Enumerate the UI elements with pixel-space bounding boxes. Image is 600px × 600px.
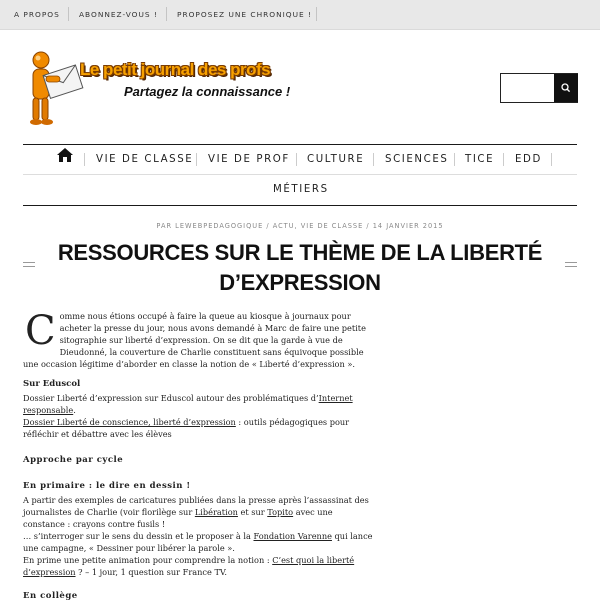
link-dossier-liberte[interactable]: Dossier Liberté de conscience, liberté d’expression — [23, 417, 236, 427]
link-fondation-varenne[interactable]: Fondation Varenne — [253, 531, 332, 541]
article-body — [23, 310, 373, 600]
nav-divider — [196, 153, 197, 166]
page-title: RESSOURCES SUR LE THÈME DE LA LIBERTÉ D’EXPRESSION — [57, 240, 543, 295]
nav-divider — [503, 153, 504, 166]
primaire-section — [23, 494, 373, 578]
eduscol-punct: . — [73, 405, 76, 415]
intro-paragraph — [23, 310, 373, 370]
intro-text: omme nous étions occupé à faire la queue au kiosque à journaux pour acheter la presse du jour, nous avons demandé à Marc de faire une petite sitographie sur liberté d’expression. On se dit que la garde à vue de Dieudonné, la couverture de Charlie constituent sans équivoque possible une occasion légitime d’aborder en classe la notion de « Liberté d’expression ». — [23, 311, 366, 369]
topbar-link-abonnez-vous[interactable]: ABONNEZ-VOUS ! — [79, 10, 158, 19]
section-heading-approche: Approche par cycle — [23, 455, 124, 465]
nav-row-divider — [23, 174, 577, 175]
eduscol-text-2: : outils pédagogiques pour réfléchir et débattre avec les élèves — [23, 417, 350, 439]
home-icon — [56, 147, 74, 163]
link-liberation[interactable]: Libération — [194, 507, 238, 517]
nav-bottom-border — [23, 205, 577, 206]
topbar-divider — [68, 7, 69, 21]
primaire-text-1b: et sur — [237, 507, 268, 517]
nav-divider — [551, 153, 552, 166]
nav-item-sciences[interactable]: SCIENCES — [385, 154, 449, 165]
topbar-link-proposez-chronique[interactable]: PROPOSEZ UNE CHRONIQUE ! — [177, 10, 313, 19]
post-date: 14 JANVIER 2015 — [372, 222, 444, 230]
nav-divider — [84, 153, 85, 166]
nav-item-metiers[interactable]: MÉTIERS — [273, 184, 329, 195]
primaire-text-3: En prime une petite animation pour comprendre la notion : — [23, 555, 273, 565]
mascot-envelope-icon — [24, 50, 84, 130]
search-button[interactable] — [554, 74, 578, 102]
title-ornament-right — [565, 262, 577, 267]
eduscol-section — [23, 392, 373, 440]
nav-item-culture[interactable]: CULTURE — [307, 154, 365, 165]
nav-home[interactable] — [56, 147, 74, 167]
section-heading-primaire: En primaire : le dire en dessin ! — [23, 481, 191, 491]
topbar-divider — [166, 7, 167, 21]
search-input[interactable] — [501, 74, 553, 102]
logo-tagline: Partagez la connaissance ! — [124, 84, 291, 99]
link-topito[interactable]: Topito — [267, 507, 294, 517]
dropcap-letter: C — [25, 308, 56, 354]
site-logo[interactable] — [24, 50, 304, 130]
primaire-text-1: A partir des exemples de caricatures publiées dans la presse après l’assassinat des journalistes de Charlie (voir florilège sur — [23, 495, 369, 517]
post-meta: PAR LEWEBPEDAGOGIQUE / ACTU, VIE DE CLASSE / 14 JANVIER 2015 — [156, 222, 444, 230]
nav-divider — [296, 153, 297, 166]
section-heading-college: En collège — [23, 591, 78, 600]
post-author: PAR LEWEBPEDAGOGIQUE — [156, 222, 264, 230]
nav-item-vie-de-prof[interactable]: VIE DE PROF — [208, 154, 290, 165]
logo-title: Le petit journal des profs — [80, 60, 271, 79]
title-ornament-left — [23, 262, 35, 267]
primaire-text-2b: qui lance une campagne, « Dessiner pour libérer la parole ». — [23, 531, 373, 553]
top-bar — [0, 0, 600, 30]
nav-item-tice[interactable]: TICE — [465, 154, 495, 165]
search-icon — [554, 74, 578, 102]
eduscol-text: Dossier Liberté d’expression sur Eduscol autour des problématiques d’ — [23, 393, 319, 403]
primaire-text-1c: avec une constance : crayons contre fusils ! — [23, 507, 333, 529]
link-internet-responsable[interactable]: Internet responsable — [23, 393, 353, 415]
nav-divider — [373, 153, 374, 166]
post-category-actu[interactable]: ACTU — [272, 222, 295, 230]
link-cest-quoi-liberte[interactable]: C’est quoi la liberté d’expression — [23, 555, 355, 577]
post-category-vie-de-classe[interactable]: VIE DE CLASSE — [300, 222, 364, 230]
primaire-text-2: … s’interroger sur le sens du dessin et le proposer à la — [23, 531, 254, 541]
primaire-text-3b: ? – 1 jour, 1 question sur France TV. — [75, 567, 227, 577]
nav-item-edd[interactable]: EDD — [515, 154, 542, 165]
search-box — [500, 73, 578, 103]
nav-item-vie-de-classe[interactable]: VIE DE CLASSE — [96, 154, 194, 165]
topbar-divider — [316, 7, 317, 21]
nav-divider — [454, 153, 455, 166]
section-heading-eduscol: Sur Eduscol — [23, 379, 81, 389]
topbar-link-a-propos[interactable]: A PROPOS — [14, 10, 60, 19]
nav-top-border — [23, 144, 577, 145]
